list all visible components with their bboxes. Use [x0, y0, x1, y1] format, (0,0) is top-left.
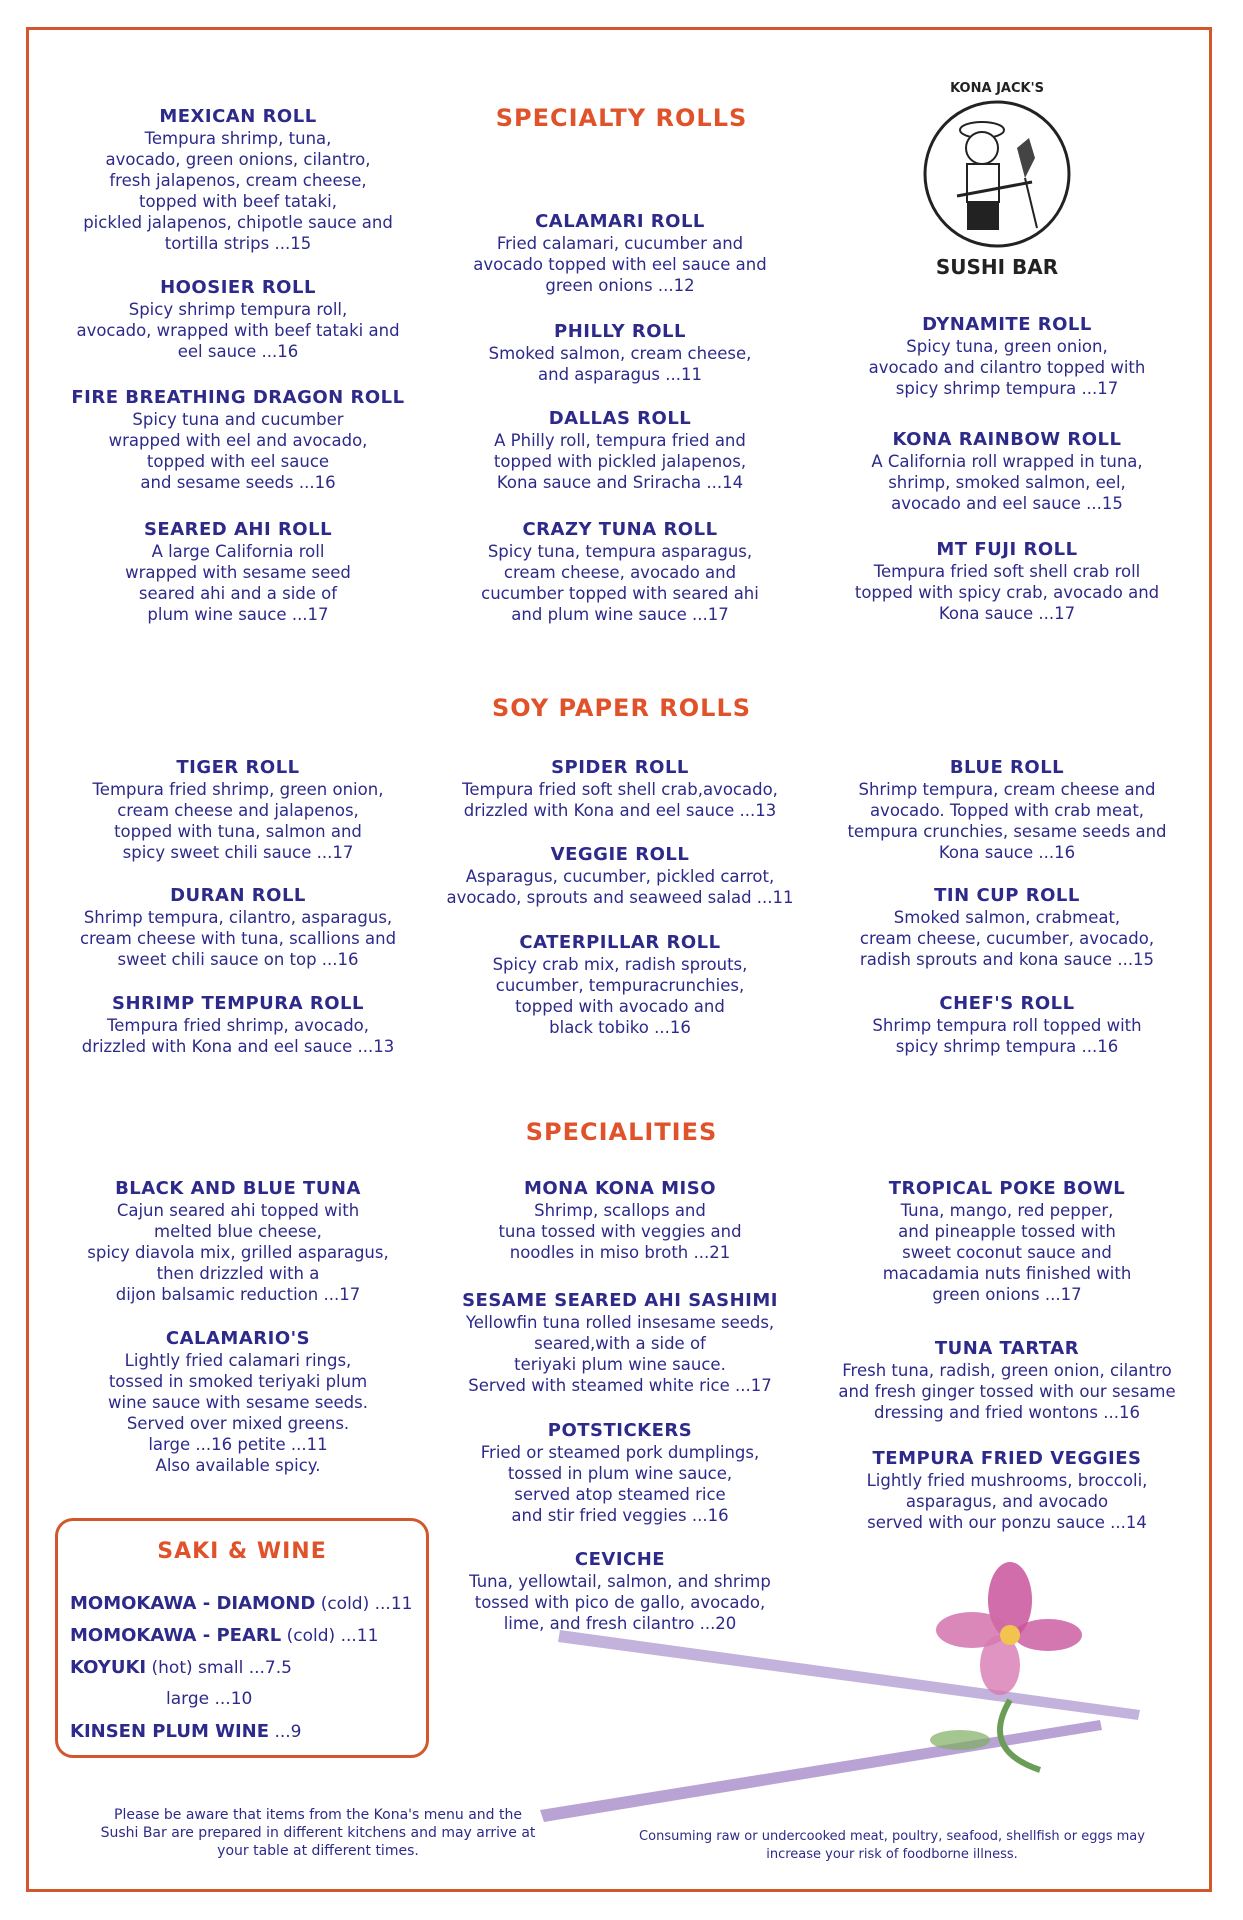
footnote-raw-food-warning [592, 1828, 1192, 1864]
menu-item-fire-breathing-dragon-roll [50, 387, 426, 493]
item-description-line: Tempura fried soft shell crab roll [873, 562, 1141, 581]
footnote-line: Sushi Bar are prepared in different kitchens and may arrive at [100, 1825, 536, 1841]
menu-item-kona-rainbow-roll [818, 429, 1196, 514]
item-name: KONA RAINBOW ROLL [892, 429, 1122, 450]
item-description-line: radish sprouts and kona sauce ...15 [859, 950, 1155, 969]
item-name: TIGER ROLL [176, 757, 300, 778]
item-description-line: topped with pickled jalapenos, [493, 452, 747, 471]
item-description-line: Served over mixed greens. [126, 1414, 350, 1433]
menu-item-black-and-blue-tuna [50, 1178, 426, 1305]
item-description-line: avocado and cilantro topped with [868, 358, 1146, 377]
section-title-specialities: SPECIALITIES [525, 1118, 718, 1146]
section-title-specialty-rolls: SPECIALTY ROLLS [495, 104, 748, 132]
item-description-line: Tempura shrimp, tuna, [144, 129, 332, 148]
item-name: DYNAMITE ROLL [922, 314, 1092, 335]
saki-name: KINSEN PLUM WINE [70, 1721, 270, 1742]
item-description-line: wrapped with eel and avocado, [108, 431, 368, 450]
item-description-line: avocado, sprouts and seaweed salad ...11 [446, 888, 794, 907]
item-name: CRAZY TUNA ROLL [522, 519, 718, 540]
item-description-line: Tuna, yellowtail, salmon, and shrimp [469, 1572, 771, 1591]
saki-price: large ...10 [166, 1689, 253, 1709]
item-description-line: macadamia nuts finished with [882, 1264, 1132, 1283]
item-description-line: wine sauce with sesame seeds. [108, 1393, 368, 1412]
item-description-line: avocado, wrapped with beef tataki and [76, 321, 400, 340]
item-description-line: topped with tuna, salmon and [114, 822, 362, 841]
item-description-line: black tobiko ...16 [549, 1018, 691, 1037]
item-description-line: Kona sauce and Sriracha ...14 [496, 473, 744, 492]
item-description-line: Spicy tuna and cucumber [132, 410, 344, 429]
item-description-line: sweet coconut sauce and [902, 1243, 1112, 1262]
saki-row [70, 1593, 412, 1614]
menu-item-chefs-roll [818, 993, 1196, 1057]
item-name: SEARED AHI ROLL [143, 519, 333, 540]
item-description-line: Kona sauce ...17 [938, 604, 1076, 623]
item-description-line: cream cheese and jalapenos, [117, 801, 359, 820]
item-description-line: and stir fried veggies ...16 [511, 1506, 729, 1525]
item-description-line: avocado and eel sauce ...15 [891, 494, 1123, 513]
item-description-line: dressing and fried wontons ...16 [874, 1403, 1140, 1422]
footnote-line: Please be aware that items from the Kona's menu and the [114, 1807, 522, 1823]
section-title-soy-paper-rolls: SOY PAPER ROLLS [491, 694, 752, 722]
menu-item-dynamite-roll [818, 314, 1196, 399]
item-description-line: A Philly roll, tempura fried and [494, 431, 746, 450]
item-description-line: Tempura fried shrimp, green onion, [92, 780, 384, 799]
item-description-line: Also available spicy. [155, 1456, 321, 1475]
item-name: SPIDER ROLL [551, 757, 689, 778]
menu-item-duran-roll [50, 885, 426, 970]
item-name: CATERPILLAR ROLL [519, 932, 721, 953]
saki-price: (hot) small ...7.5 [151, 1658, 292, 1678]
item-description-line: Tuna, mango, red pepper, [900, 1201, 1114, 1220]
item-description-line: served atop steamed rice [514, 1485, 726, 1504]
item-description-line: noodles in miso broth ...21 [509, 1243, 731, 1262]
item-description-line: avocado. Topped with crab meat, [869, 801, 1145, 820]
item-description-line: and asparagus ...11 [538, 365, 702, 384]
item-description-line: dijon balsamic reduction ...17 [115, 1285, 361, 1304]
item-description-line: Served with steamed white rice ...17 [468, 1376, 772, 1395]
item-description-line: seared ahi and a side of [138, 584, 338, 603]
item-description-line: Shrimp tempura, cilantro, asparagus, [83, 908, 393, 927]
item-description-line: tortilla strips ...15 [164, 234, 312, 253]
saki-price: (cold) ...11 [320, 1594, 413, 1614]
item-description-line: spicy sweet chili sauce ...17 [122, 843, 354, 862]
item-name: TEMPURA FRIED VEGGIES [872, 1448, 1142, 1469]
item-description-line: Spicy tuna, tempura asparagus, [487, 542, 753, 561]
item-description-line: topped with eel sauce [146, 452, 330, 471]
item-description-line: Shrimp tempura roll topped with [872, 1016, 1142, 1035]
footnote-line: your table at different times. [217, 1843, 419, 1859]
menu-item-mt-fuji-roll [818, 539, 1196, 624]
logo-top-text: KONA JACK'S [950, 81, 1044, 96]
saki-name: MOMOKAWA - PEARL [70, 1625, 282, 1646]
saki-row [70, 1721, 301, 1742]
item-name: TROPICAL POKE BOWL [888, 1178, 1126, 1199]
saki-row [70, 1625, 378, 1646]
item-description-line: tempura crunchies, sesame seeds and [847, 822, 1167, 841]
logo-bottom-text: SUSHI BAR [935, 255, 1059, 279]
item-description-line: tossed in smoked teriyaki plum [108, 1372, 368, 1391]
item-name: POTSTICKERS [547, 1420, 693, 1441]
item-description-line: cream cheese, avocado and [503, 563, 737, 582]
item-name: PHILLY ROLL [554, 321, 686, 342]
item-description-line: Tempura fried soft shell crab,avocado, [462, 780, 778, 799]
saki-wine-title: SAKI & WINE [157, 1539, 327, 1564]
item-description-line: cream cheese with tuna, scallions and [79, 929, 397, 948]
saki-price: (cold) ...11 [286, 1626, 379, 1646]
item-description-line: A California roll wrapped in tuna, [871, 452, 1143, 471]
menu-item-mona-kona-miso [430, 1178, 810, 1263]
item-description-line: tossed in plum wine sauce, [507, 1464, 733, 1483]
item-description-line: eel sauce ...16 [177, 342, 299, 361]
item-description-line: tossed with pico de gallo, avocado, [474, 1593, 766, 1612]
item-description-line: served with our ponzu sauce ...14 [867, 1513, 1147, 1532]
item-description-line: A large California roll [151, 542, 325, 561]
item-description-line: large ...16 petite ...11 [148, 1435, 328, 1454]
item-description-line: topped with beef tataki, [138, 192, 337, 211]
item-description-line: cream cheese, cucumber, avocado, [859, 929, 1155, 948]
menu-item-veggie-roll [430, 844, 810, 908]
menu-item-hoosier-roll [50, 277, 426, 362]
item-description-line: Spicy crab mix, radish sprouts, [492, 955, 748, 974]
item-description-line: teriyaki plum wine sauce. [514, 1355, 726, 1374]
item-description-line: Lightly fried mushrooms, broccoli, [866, 1471, 1148, 1490]
item-description-line: Tempura fried shrimp, avocado, [106, 1016, 370, 1035]
item-description-line: avocado, green onions, cilantro, [105, 150, 371, 169]
item-name: BLUE ROLL [949, 757, 1065, 778]
item-description-line: Spicy tuna, green onion, [906, 337, 1108, 356]
item-name: VEGGIE ROLL [550, 844, 690, 865]
item-description-line: and sesame seeds ...16 [140, 473, 336, 492]
item-description-line: Cajun seared ahi topped with [116, 1201, 360, 1220]
item-name: SHRIMP TEMPURA ROLL [112, 993, 364, 1014]
item-name: MT FUJI ROLL [936, 539, 1078, 560]
item-description-line: Fried calamari, cucumber and [496, 234, 744, 253]
item-description-line: Kona sauce ...16 [938, 843, 1076, 862]
item-description-line: topped with spicy crab, avocado and [854, 583, 1160, 602]
menu-item-blue-roll [818, 757, 1196, 863]
item-description-line: lime, and fresh cilantro ...20 [503, 1614, 737, 1633]
menu-item-caterpillar-roll [430, 932, 810, 1038]
item-name: CALAMARI ROLL [535, 211, 705, 232]
item-description-line: shrimp, smoked salmon, eel, [888, 473, 1126, 492]
item-name: TIN CUP ROLL [934, 885, 1080, 906]
item-description-line: Shrimp tempura, cream cheese and [858, 780, 1156, 799]
chopsticks-orchid-illustration [540, 1560, 1180, 1850]
menu-item-tin-cup-roll [818, 885, 1196, 970]
item-description-line: melted blue cheese, [154, 1222, 322, 1241]
item-name: SESAME SEARED AHI SASHIMI [462, 1290, 778, 1311]
item-name: DALLAS ROLL [548, 408, 692, 429]
item-description-line: avocado topped with eel sauce and [473, 255, 767, 274]
item-description-line: Fried or steamed pork dumplings, [480, 1443, 760, 1462]
menu-item-sesame-seared-ahi-sashimi [430, 1290, 810, 1396]
menu-item-philly-roll [430, 321, 810, 385]
item-description-line: spicy diavola mix, grilled asparagus, [87, 1243, 389, 1262]
item-name: MEXICAN ROLL [159, 106, 317, 127]
saki-name: KOYUKI [70, 1657, 147, 1678]
item-description-line: wrapped with sesame seed [125, 563, 351, 582]
item-name: FIRE BREATHING DRAGON ROLL [71, 387, 405, 408]
item-description-line: Yellowfin tuna rolled insesame seeds, [465, 1313, 775, 1332]
item-description-line: Asparagus, cucumber, pickled carrot, [465, 867, 775, 886]
item-description-line: asparagus, and avocado [905, 1492, 1109, 1511]
item-description-line: tuna tossed with veggies and [498, 1222, 742, 1241]
item-description-line: topped with avocado and [515, 997, 725, 1016]
item-description-line: plum wine sauce ...17 [147, 605, 329, 624]
saki-name: MOMOKAWA - DIAMOND [70, 1593, 316, 1614]
menu-item-tuna-tartar [818, 1338, 1196, 1423]
menu-item-tempura-fried-veggies [818, 1448, 1196, 1533]
item-description-line: cucumber, tempuracrunchies, [495, 976, 745, 995]
menu-item-calamari-roll [430, 211, 810, 296]
item-name: DURAN ROLL [170, 885, 306, 906]
menu-item-tropical-poke-bowl [818, 1178, 1196, 1305]
item-description-line: drizzled with Kona and eel sauce ...13 [463, 801, 777, 820]
item-description-line: sweet chili sauce on top ...16 [117, 950, 359, 969]
item-description-line: spicy shrimp tempura ...16 [895, 1037, 1119, 1056]
item-description-line: green onions ...17 [932, 1285, 1082, 1304]
footnote-separate-kitchens [60, 1806, 576, 1860]
menu-item-spider-roll [430, 757, 810, 821]
item-description-line: and plum wine sauce ...17 [511, 605, 729, 624]
item-description-line: seared,with a side of [534, 1334, 706, 1353]
menu-item-calamarios [50, 1328, 426, 1476]
item-description-line: cucumber topped with seared ahi [481, 584, 759, 603]
item-description-line: Shrimp, scallops and [534, 1201, 706, 1220]
saki-price: ...9 [274, 1722, 302, 1742]
item-name: CALAMARIO'S [165, 1328, 311, 1349]
item-description-line: Smoked salmon, crabmeat, [893, 908, 1121, 927]
menu-item-potstickers [430, 1420, 810, 1526]
item-description-line: Smoked salmon, cream cheese, [488, 344, 752, 363]
saki-row [70, 1657, 292, 1678]
saki-row [166, 1689, 252, 1709]
item-description-line: spicy shrimp tempura ...17 [895, 379, 1119, 398]
item-description-line: drizzled with Kona and eel sauce ...13 [81, 1037, 395, 1056]
saki-wine-box [55, 1518, 429, 1758]
menu-item-mexican-roll [50, 106, 426, 254]
item-description-line: and fresh ginger tossed with our sesame [838, 1382, 1176, 1401]
footnote-line: increase your risk of foodborne illness. [766, 1847, 1018, 1862]
footnote-line: Consuming raw or undercooked meat, poultry, seafood, shellfish or eggs may [639, 1829, 1145, 1844]
menu-item-seared-ahi-roll [50, 519, 426, 625]
item-description-line: green onions ...12 [545, 276, 695, 295]
item-description-line: Lightly fried calamari rings, [124, 1351, 352, 1370]
item-description-line: then drizzled with a [156, 1264, 320, 1283]
menu-item-crazy-tuna-roll [430, 519, 810, 625]
item-name: TUNA TARTAR [934, 1338, 1080, 1359]
item-name: CHEF'S ROLL [939, 993, 1075, 1014]
item-name: CEVICHE [574, 1549, 666, 1570]
menu-item-shrimp-tempura-roll [50, 993, 426, 1057]
menu-item-dallas-roll [430, 408, 810, 493]
item-description-line: and pineapple tossed with [898, 1222, 1116, 1241]
item-description-line: Spicy shrimp tempura roll, [128, 300, 348, 319]
item-name: HOOSIER ROLL [160, 277, 316, 298]
item-name: MONA KONA MISO [523, 1178, 717, 1199]
item-description-line: Fresh tuna, radish, green onion, cilantro [842, 1361, 1172, 1380]
menu-item-tiger-roll [50, 757, 426, 863]
item-name: BLACK AND BLUE TUNA [115, 1178, 361, 1199]
item-description-line: pickled jalapenos, chipotle sauce and [83, 213, 393, 232]
item-description-line: fresh jalapenos, cream cheese, [109, 171, 367, 190]
